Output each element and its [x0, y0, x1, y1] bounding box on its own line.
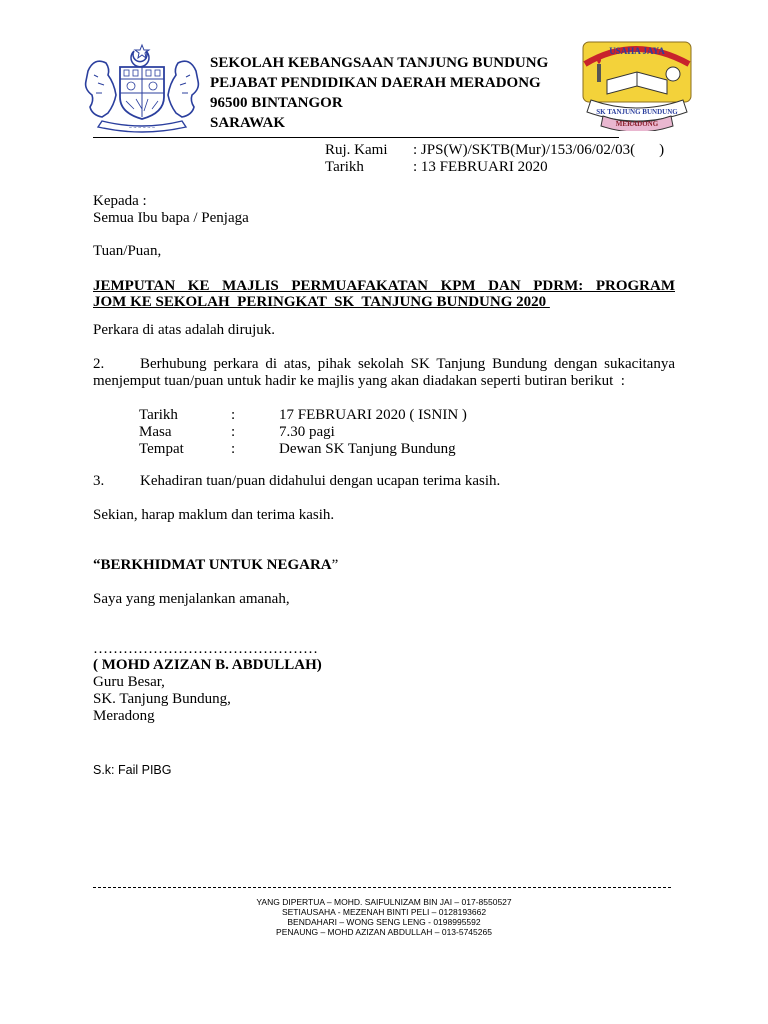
salutation: Tuan/Puan, — [93, 243, 162, 259]
event-details — [139, 407, 467, 458]
detail-value: 7.30 pagi — [279, 424, 335, 440]
detail-label: Tempat — [139, 441, 184, 457]
closing-line: Sekian, harap maklum dan terima kasih. — [93, 507, 335, 523]
signatory-name: ( MOHD AZIZAN B. ABDULLAH) — [93, 657, 322, 673]
detail-row-venue — [139, 441, 467, 458]
paragraph-2-line-1 — [93, 356, 675, 373]
reference-block — [325, 142, 664, 176]
footer-committee — [93, 897, 675, 937]
paragraph-3-number: 3. — [93, 473, 105, 489]
recipient: Semua Ibu bapa / Penjaga — [93, 210, 249, 226]
footer-separator — [93, 887, 671, 888]
logo-ribbon-2: MERADONG — [615, 120, 659, 128]
cc-line: S.k: Fail PIBG — [93, 763, 172, 777]
reference-number: : JPS(W)/SKTB(Mur)/153/06/02/03( — [413, 142, 636, 158]
motto — [93, 557, 675, 574]
date-label: Tarikh — [325, 159, 364, 175]
detail-label: Masa — [139, 424, 172, 440]
motto-text: “BERKHIDMAT UNTUK NEGARA — [93, 557, 332, 573]
subject-line-2: JOM KE SEKOLAH PERINGKAT SK TANJUNG BUNDUNG 2020 — [93, 294, 550, 310]
detail-value: 17 FEBRUARI 2020 ( ISNIN ) — [279, 407, 467, 423]
district-office: PEJABAT PENDIDIKAN DAERAH MERADONG — [210, 75, 541, 91]
signature-dots: ……………………………………… — [93, 641, 318, 657]
logo-ribbon-1: SK TANJUNG BUNDUNG — [596, 108, 678, 116]
detail-row-time — [139, 424, 467, 441]
school-logo — [577, 34, 695, 131]
svg-text:~ ~ ~ ~ ~ ~: ~ ~ ~ ~ ~ ~ — [128, 125, 156, 130]
footer-line-secretary: SETIAUSAHA - MEZENAH BINTI PELI – 0128193662 — [281, 907, 487, 917]
logo-top-text: USAHA JAYA — [609, 46, 665, 56]
detail-value: Dewan SK Tanjung Bundung — [279, 441, 456, 457]
reference-row — [325, 142, 664, 159]
date-row — [325, 159, 664, 176]
header-separator — [93, 137, 619, 138]
reference-label: Ruj. Kami — [325, 142, 388, 158]
school-name: SEKOLAH KEBANGSAAN TANJUNG BUNDUNG — [210, 55, 549, 71]
subject-line-1: JEMPUTAN KE MAJLIS PERMUAFAKATAN KPM DAN PDRM: PROGRAM — [93, 278, 675, 294]
detail-colon: : — [231, 424, 236, 440]
letter-date: : 13 FEBRUARI 2020 — [413, 159, 548, 175]
detail-colon: : — [231, 407, 236, 423]
paragraph-2-number: 2. — [93, 356, 105, 372]
footer-line-patron: PENAUNG – MOHD AZIZAN ABDULLAH – 013-5745265 — [276, 927, 492, 937]
coat-of-arms-logo — [76, 41, 208, 135]
paragraph-1: Perkara di atas adalah dirujuk. — [93, 322, 276, 338]
kepada-label: Kepada : — [93, 193, 147, 209]
footer-line-treasurer: BENDAHARI – WONG SENG LENG - 0198995592 — [287, 917, 481, 927]
detail-row-date — [139, 407, 467, 424]
paragraph-2-line-2: menjemput tuan/puan untuk hadir ke majlis yang akan diadakan seperti butiran berikut : — [93, 373, 625, 389]
letterhead — [210, 53, 548, 133]
detail-label: Tarikh — [139, 407, 178, 423]
footer-line-president: YANG DIPERTUA – MOHD. SAIFULNIZAM BIN JAI – 017-8550527 — [256, 897, 512, 907]
paragraph-2-text-1: Berhubung perkara di atas, pihak sekolah SK Tanjung Bundung dengan sukacitanya — [140, 356, 675, 372]
paragraph-3 — [93, 473, 675, 490]
signatory-district: Meradong — [93, 708, 155, 724]
motto-close-quote: ” — [331, 557, 339, 573]
paragraph-3-text: Kehadiran tuan/puan didahului dengan ucapan terima kasih. — [140, 473, 501, 489]
state-name: SARAWAK — [210, 115, 286, 131]
reference-tail: ) — [659, 142, 665, 158]
amanah-line: Saya yang menjalankan amanah, — [93, 591, 290, 607]
signatory-school: SK. Tanjung Bundung, — [93, 691, 231, 707]
detail-colon: : — [231, 441, 236, 457]
signatory-title: Guru Besar, — [93, 674, 165, 690]
postcode-town: 96500 BINTANGOR — [210, 95, 343, 111]
